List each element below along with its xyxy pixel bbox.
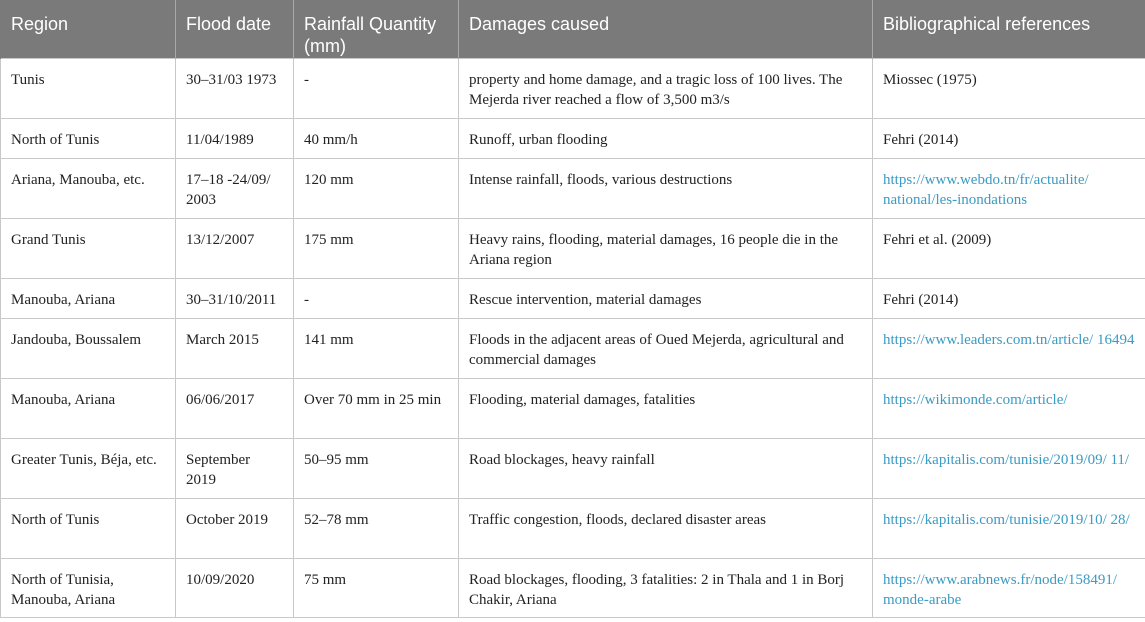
cell-rainfall: 75 mm	[294, 558, 459, 617]
table-row	[1, 118, 1145, 158]
cell-rainfall: 175 mm	[294, 218, 459, 278]
cell-damages: Traffic congestion, floods, declared disaster areas	[459, 498, 873, 558]
cell-date: March 2015	[176, 318, 294, 378]
cell-damages: Floods in the adjacent areas of Oued Mejerda, agricultural and commercial damages	[459, 318, 873, 378]
cell-date: October 2019	[176, 498, 294, 558]
reference-link[interactable]: https://wikimonde.com/article/	[883, 391, 1068, 408]
reference-link[interactable]: https://kapitalis.com/tunisie/2019/10/ 28/	[883, 511, 1130, 528]
cell-rainfall: 120 mm	[294, 158, 459, 218]
cell-damages: Flooding, material damages, fatalities	[459, 378, 873, 438]
cell-region: Manouba, Ariana	[1, 278, 176, 318]
cell-rainfall: -	[294, 58, 459, 118]
cell-damages: Rescue intervention, material damages	[459, 278, 873, 318]
cell-date: 06/06/2017	[176, 378, 294, 438]
cell-date: 30–31/03 1973	[176, 58, 294, 118]
cell-region: Grand Tunis	[1, 218, 176, 278]
cell-date: September 2019	[176, 438, 294, 498]
table-row	[1, 378, 1145, 438]
cell-reference	[873, 498, 1145, 558]
cell-region: Greater Tunis, Béja, etc.	[1, 438, 176, 498]
table-row	[1, 58, 1145, 118]
table-row	[1, 158, 1145, 218]
header-references: Bibliographical references	[873, 0, 1145, 58]
reference-link[interactable]: https://www.webdo.tn/fr/actualite/ national/les-inondations	[883, 171, 1089, 208]
cell-damages: Runoff, urban flooding	[459, 118, 873, 158]
cell-date: 11/04/1989	[176, 118, 294, 158]
header-region: Region	[1, 0, 176, 58]
table-row	[1, 318, 1145, 378]
cell-reference	[873, 378, 1145, 438]
cell-date: 17–18 -24/09/ 2003	[176, 158, 294, 218]
cell-reference: Fehri (2014)	[873, 118, 1145, 158]
cell-rainfall: Over 70 mm in 25 min	[294, 378, 459, 438]
header-row	[1, 0, 1145, 58]
table-row	[1, 558, 1145, 617]
cell-reference: Miossec (1975)	[873, 58, 1145, 118]
cell-reference: Fehri (2014)	[873, 278, 1145, 318]
table-row	[1, 278, 1145, 318]
table-header	[1, 0, 1145, 58]
cell-rainfall: 50–95 mm	[294, 438, 459, 498]
cell-region: Tunis	[1, 58, 176, 118]
table-row	[1, 218, 1145, 278]
cell-date: 13/12/2007	[176, 218, 294, 278]
cell-damages: Heavy rains, flooding, material damages, 16 people die in the Ariana region	[459, 218, 873, 278]
cell-date: 30–31/10/2011	[176, 278, 294, 318]
cell-region: Ariana, Manouba, etc.	[1, 158, 176, 218]
table-body	[1, 58, 1145, 617]
reference-link[interactable]: https://www.arabnews.fr/node/158491/ monde-arabe	[883, 571, 1117, 608]
header-rainfall: Rainfall Quantity (mm)	[294, 0, 459, 58]
table-row	[1, 438, 1145, 498]
cell-damages: property and home damage, and a tragic loss of 100 lives. The Mejerda river reached a flow of 3,500 m3/s	[459, 58, 873, 118]
cell-reference	[873, 558, 1145, 617]
cell-region: North of Tunisia, Manouba, Ariana	[1, 558, 176, 617]
reference-link[interactable]: https://kapitalis.com/tunisie/2019/09/ 11/	[883, 451, 1130, 468]
cell-reference	[873, 438, 1145, 498]
table-row	[1, 498, 1145, 558]
cell-rainfall: 141 mm	[294, 318, 459, 378]
cell-rainfall: 40 mm/h	[294, 118, 459, 158]
cell-region: Manouba, Ariana	[1, 378, 176, 438]
header-flood-date: Flood date	[176, 0, 294, 58]
reference-link[interactable]: https://www.leaders.com.tn/article/ 16494	[883, 331, 1135, 348]
cell-damages: Intense rainfall, floods, various destructions	[459, 158, 873, 218]
cell-reference: Fehri et al. (2009)	[873, 218, 1145, 278]
cell-damages: Road blockages, heavy rainfall	[459, 438, 873, 498]
cell-reference	[873, 318, 1145, 378]
cell-rainfall: -	[294, 278, 459, 318]
cell-region: Jandouba, Boussalem	[1, 318, 176, 378]
header-damages: Damages caused	[459, 0, 873, 58]
cell-damages: Road blockages, flooding, 3 fatalities: 2 in Thala and 1 in Borj Chakir, Ariana	[459, 558, 873, 617]
cell-date: 10/09/2020	[176, 558, 294, 617]
cell-reference	[873, 158, 1145, 218]
cell-rainfall: 52–78 mm	[294, 498, 459, 558]
cell-region: North of Tunis	[1, 118, 176, 158]
cell-region: North of Tunis	[1, 498, 176, 558]
